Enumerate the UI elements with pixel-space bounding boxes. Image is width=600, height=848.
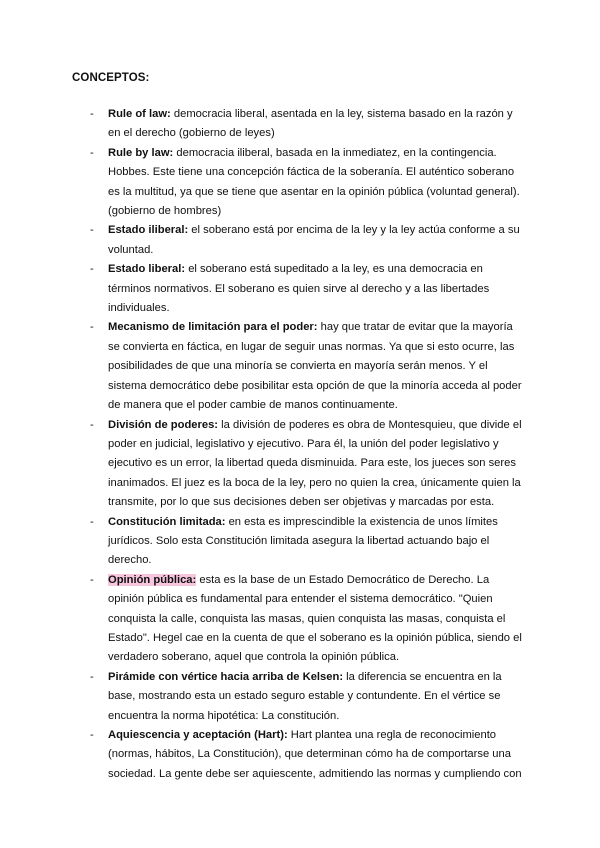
list-item — [0, 726, 600, 784]
concept-term: División de poderes: — [108, 418, 219, 431]
bullet-dash: - — [90, 670, 94, 683]
list-item — [0, 260, 600, 318]
list-item — [0, 318, 600, 415]
concept-term: Aquiescencia y aceptación (Hart): — [108, 729, 288, 741]
concept-definition: esta es la base de un Estado Democrático de Derecho. La opinión pública es fundamental para entender el sistema democrático. "Quien conquista la calle, conquista las masas, quien conquista las masas, conquista el Estado". Hegel cae en la cuenta de que el soberano es la opinión pública, siendo el verdadero soberano, aquel que controla la opinión pública. — [108, 573, 522, 664]
bullet-dash: - — [90, 108, 94, 120]
list-item — [0, 105, 600, 144]
concept-term: Estado liberal: — [108, 263, 186, 276]
concept-term: Constitución limitada: — [108, 515, 226, 528]
concept-term: Estado iliberal: — [108, 224, 189, 237]
concept-term: Rule by law: — [108, 146, 174, 159]
list-item — [0, 571, 600, 668]
concept-list — [0, 105, 600, 784]
bullet-dash: - — [90, 224, 94, 237]
concept-definition: en esta es imprescindible la existencia de unos límites jurídicos. Solo esta Constitución limitada asegura la libertad actuando bajo el derecho. — [108, 515, 498, 567]
concept-definition: la división de poderes es obra de Montesquieu, que divide el poder en judicial, legislativo y ejecutivo. Para él, la unión del poder legislativo y ejecutivo es un error, la libertad queda disminuida. Para este, los jueces son seres inanimados. El juez es la boca de la ley, pero no quien la crea, únicamente quien la transmite, por lo que sus decisiones deben ser objetivas y marcadas por esta. — [108, 418, 522, 509]
list-item — [0, 221, 600, 260]
bullet-dash: - — [90, 321, 94, 334]
highlighted-concept-term: Opinión pública: — [108, 573, 197, 586]
concept-definition: democracia liberal, asentada en la ley, sistema basado en la razón y en el derecho (gobierno de leyes) — [108, 108, 513, 140]
list-item — [0, 668, 600, 726]
concept-term: Rule of law: — [108, 108, 171, 120]
concept-term: Mecanismo de limitación para el poder: — [108, 321, 318, 334]
list-item — [0, 416, 600, 513]
concept-definition: democracia iliberal, basada en la inmediatez, en la contingencia. Hobbes. Este tiene una concepción fáctica de la soberanía. El auténtico soberano es la multitud, ya que se tiene que asentar en la opinión pública (voluntad general). (gobierno de hombres) — [108, 146, 520, 218]
concept-definition: el soberano está supeditado a la ley, es una democracia en términos normativos. El soberano es quien sirve al derecho y a las libertades individuales. — [108, 263, 490, 315]
concept-definition: hay que tratar de evitar que la mayoría se convierta en fáctica, en lugar de seguir unas normas. Ya que si esto ocurre, las posibilidades de que una minoría se convierta en mayoría serán menos. Y el sistema democrático debe posibilitar esta opción de que la minoría acceda al poder de manera que el poder cambie de manos continuamente. — [108, 321, 522, 412]
page-heading: CONCEPTOS: — [72, 72, 150, 84]
bullet-dash: - — [90, 515, 94, 528]
list-item — [0, 513, 600, 571]
list-item — [0, 144, 600, 222]
concept-definition: el soberano está por encima de la ley y la ley actúa conforme a su voluntad. — [108, 224, 520, 256]
concept-definition: Hart plantea una regla de reconocimiento (normas, hábitos, La Constitución), que determinan cómo ha de comportarse una sociedad. La gente debe ser aquiescente, admitiendo las normas y cumpliendo con — [108, 729, 522, 780]
bullet-dash: - — [90, 418, 94, 431]
bullet-dash: - — [90, 573, 94, 586]
concept-definition: la diferencia se encuentra en la base, mostrando esta un estado seguro estable y contundente. En el vértice se encuentra la norma hipotética: La constitución. — [108, 670, 502, 722]
bullet-dash: - — [90, 146, 94, 159]
bullet-dash: - — [90, 729, 94, 741]
concept-term: Pirámide con vértice hacia arriba de Kelsen: — [108, 670, 344, 683]
bullet-dash: - — [90, 263, 94, 276]
